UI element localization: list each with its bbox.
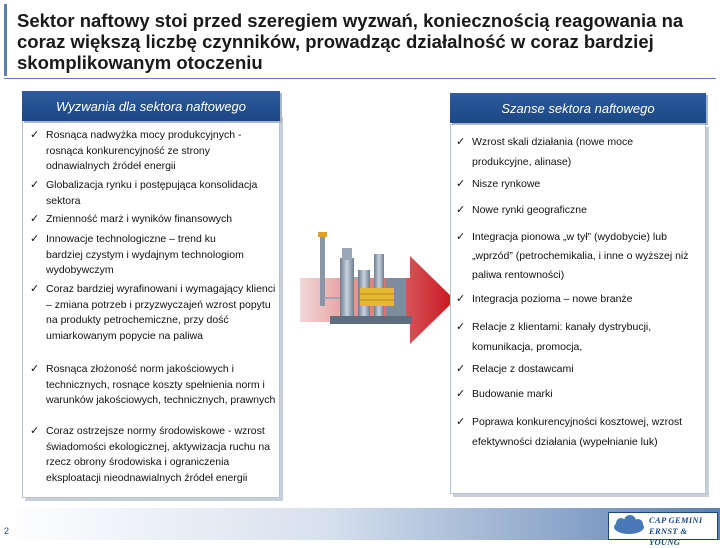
opportunities-header <box>450 93 706 123</box>
challenges-header-label: Wyzwania dla sektora naftowego <box>55 98 247 114</box>
challenge-item: ✓ Globalizacja rynku i postępująca konsolidacja sektora <box>30 179 258 207</box>
checkmark-icon: ✓ <box>30 213 40 225</box>
checkmark-icon: ✓ <box>30 283 40 295</box>
page-number: 2 <box>4 526 10 536</box>
opportunity-item: ✓ Integracja pozioma – nowe branże <box>456 292 696 308</box>
logo-line-2: ERNST & YOUNG <box>649 526 688 547</box>
title-divider <box>4 78 716 79</box>
checkmark-icon: ✓ <box>30 425 40 437</box>
opportunity-item: ✓ Relacje z dostawcami <box>456 362 696 378</box>
checkmark-icon: ✓ <box>456 321 466 333</box>
checkmark-icon: ✓ <box>456 388 466 400</box>
opportunities-header-label: Szanse sektora naftowego <box>501 100 655 116</box>
opportunity-item: ✓ Budowanie marki <box>456 387 696 403</box>
checkmark-icon: ✓ <box>456 231 466 243</box>
checkmark-icon: ✓ <box>30 233 40 245</box>
checkmark-icon: ✓ <box>30 179 40 191</box>
challenge-item: ✓ Innowacje technologiczne – trend ku bardziej czystym i wydajnym technologiom wydobywczym <box>30 233 244 276</box>
checkmark-icon: ✓ <box>456 136 466 148</box>
checkmark-icon: ✓ <box>456 178 466 190</box>
challenges-header <box>22 91 280 121</box>
opportunity-item: ✓ Poprawa konkurencyjności kosztowej, wzrost efektywności działania (wypełnianie luk) <box>456 412 696 452</box>
checkmark-icon: ✓ <box>456 293 466 305</box>
slide-title: Sektor naftowy stoi przed szeregiem wyzwań, koniecznością reagowania na coraz większą liczbę czynników, prowadząc działalność w coraz bardziej skomplikowanym otoczeniu <box>17 10 684 73</box>
company-logo <box>608 512 718 547</box>
checkmark-icon: ✓ <box>456 363 466 375</box>
checkmark-icon: ✓ <box>30 129 40 141</box>
opportunity-item: ✓ Wzrost skali działania (nowe moce produkcyjne, alinase) <box>456 132 696 172</box>
opportunity-item: ✓ Nisze rynkowe <box>456 177 696 193</box>
opportunity-item: ✓ Integracja pionowa „w tył” (wydobycie) lub „wprzód” (petrochemikalia, i inne o wyższej niż paliwa rentowności) <box>456 228 700 285</box>
refinery-illustration <box>300 228 460 373</box>
checkmark-icon: ✓ <box>456 204 466 216</box>
challenge-item: ✓ Coraz bardziej wyrafinowani i wymagający klienci – zmiana potrzeb i przyzwyczajeń wzrost popytu na produkty petrochemiczne, przy dość umiarkowanym popycie na paliwa <box>30 283 276 342</box>
title-bar <box>4 4 719 76</box>
challenge-item: ✓ Rosnąca złożoność norm jakościowych i technicznych, rosnące koszty spełnienia norm i warunków jakościowych, technicznych, prawnych <box>30 363 276 406</box>
checkmark-icon: ✓ <box>30 363 40 375</box>
challenge-item: ✓ Rosnąca nadwyżka mocy produkcyjnych - rosnąca konkurencyjność ze strony odnawialnych źródeł energii <box>30 129 242 172</box>
challenge-item: ✓ Zmienność marż i wyników finansowych <box>30 212 276 228</box>
opportunity-item: ✓ Relacje z klientami: kanały dystrybucji, komunikacja, promocja, <box>456 317 696 357</box>
challenge-item: ✓ Coraz ostrzejsze normy środowiskowe - wzrost świadomości ekologicznej, aktywizacja ruchu na rzecz obrony środowiska i ograniczenia eksploatacji nieodnawialnych źródeł energii <box>30 425 271 484</box>
logo-line-1: CAP GEMINI <box>649 515 703 525</box>
logo-cloud-icon <box>611 513 647 537</box>
opportunity-item: ✓ Nowe rynki geograficzne <box>456 203 696 219</box>
checkmark-icon: ✓ <box>456 416 466 428</box>
